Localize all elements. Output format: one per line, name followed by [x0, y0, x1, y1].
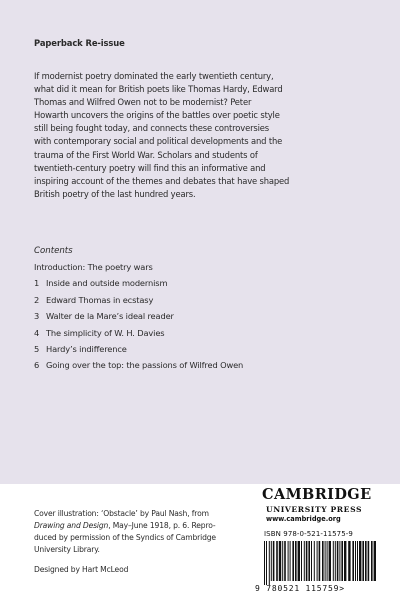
blurb-line: twentieth-century poetry will find this an informative and: [34, 162, 266, 173]
barcode-bar: [335, 541, 336, 581]
barcode-bar: [365, 541, 367, 581]
barcode-bar: [273, 541, 275, 581]
barcode-bar: [279, 541, 281, 581]
chapter-title: The simplicity of W. H. Davies: [46, 327, 165, 338]
credit-line-rest: , May–June 1918, p. 6. Repro-: [108, 521, 216, 530]
blurb-line: trauma of the First World War. Scholars and students of: [34, 149, 258, 160]
barcode-bar: [308, 541, 310, 581]
barcode-bar: [282, 541, 283, 581]
barcode-bar: [368, 541, 370, 581]
designer-credit: Designed by Hart McLeod: [34, 565, 129, 574]
publisher-url: www.cambridge.org: [266, 515, 341, 523]
barcode-bar: [284, 541, 286, 581]
barcode-bar: [271, 541, 272, 581]
toc-chapter: [34, 295, 374, 309]
barcode-bar: [352, 541, 354, 581]
blurb-paragraph: [34, 70, 379, 201]
credit-line: [34, 520, 249, 532]
barcode-bar: [341, 541, 343, 581]
publisher-logo-subtitle: UNIVERSITY PRESS: [266, 505, 363, 514]
blurb-line: still being fought today, and connects these controversies: [34, 123, 269, 134]
barcode-bar: [329, 541, 331, 581]
chapter-title: Going over the top: the passions of Wilfred Owen: [46, 360, 244, 371]
blurb-line: British poetry of the last hundred years.: [34, 188, 196, 199]
barcode-bar: [304, 541, 305, 581]
isbn-label: ISBN 978-0-521-11575-9: [264, 530, 353, 538]
reissue-heading: Paperback Re-issue: [34, 38, 125, 48]
barcode-bar: [264, 541, 265, 585]
blurb-line: Thomas and Wilfred Owen not to be modernist? Peter: [34, 97, 252, 108]
barcode-bar: [276, 541, 278, 581]
publisher-logo-name: CAMBRIDGE: [262, 486, 372, 503]
chapter-number: 1: [34, 278, 40, 289]
chapter-number: 3: [34, 311, 40, 322]
credit-line: Cover illustration: ‘Obstacle’ by Paul Nash, from: [34, 509, 209, 518]
blurb-line: inspiring account of the themes and debates that have shaped: [34, 175, 290, 186]
barcode-bar: [319, 541, 321, 581]
barcode-bar: [339, 541, 340, 581]
barcode-bar: [327, 541, 328, 581]
barcode-bar: [298, 541, 300, 581]
barcode-bar: [359, 541, 361, 581]
barcode-bar: [325, 541, 326, 581]
source-title: Drawing and Design: [34, 521, 109, 530]
barcode-bar: [266, 541, 267, 585]
barcode-bar: [374, 541, 376, 581]
barcode-bar: [355, 541, 356, 581]
blurb-line: with contemporary social and political developments and the: [34, 136, 283, 147]
barcode-bar: [295, 541, 297, 581]
barcode-bar: [362, 541, 364, 581]
chapter-number: 5: [34, 344, 40, 354]
barcode-bar: [344, 541, 346, 581]
toc-chapter: [34, 344, 374, 358]
barcode-number: 9 780521 115759: [255, 584, 340, 593]
blurb-line: Howarth uncovers the origins of the battles over poetic style: [34, 110, 280, 121]
chapter-number: 2: [34, 294, 40, 305]
barcode-digits: [255, 584, 385, 593]
barcode-bar: [292, 541, 294, 581]
barcode-bar: [301, 541, 302, 581]
chapter-title: Inside and outside modernism: [46, 278, 168, 289]
chapter-title: Walter de la Mare’s ideal reader: [46, 311, 174, 322]
barcode-bar: [306, 541, 308, 581]
barcode: [262, 541, 380, 585]
barcode-bar: [333, 541, 334, 581]
barcode-bar: [317, 541, 318, 581]
chapter-title: Edward Thomas in ecstasy: [46, 294, 154, 305]
credit-line: University Library.: [34, 545, 100, 554]
barcode-bar: [314, 541, 315, 581]
toc-chapter: [34, 328, 374, 342]
barcode-bar: [371, 541, 373, 581]
contents-title: Contents: [34, 246, 73, 256]
barcode-quiet-zone-marker: >: [339, 584, 345, 593]
toc-chapter: [34, 278, 374, 292]
blurb-line: what did it mean for British poets like Thomas Hardy, Edward: [34, 84, 283, 95]
cover-illustration-credit: [34, 508, 249, 556]
barcode-bar: [269, 541, 270, 585]
toc-introduction: Introduction: The poetry wars: [34, 262, 153, 272]
chapter-title: Hardy’s indifference: [46, 344, 127, 354]
barcode-bar: [337, 541, 339, 581]
barcode-bar: [288, 541, 289, 581]
barcode-bar: [290, 541, 291, 581]
barcode-bar: [348, 541, 350, 581]
chapter-number: 6: [34, 360, 40, 371]
barcode-bar: [311, 541, 312, 581]
barcode-bar: [357, 541, 358, 581]
toc-chapter: [34, 360, 374, 374]
blurb-line: If modernist poetry dominated the early twentieth century,: [34, 71, 274, 81]
chapter-number: 4: [34, 327, 40, 338]
credit-line: duced by permission of the Syndics of Cambridge: [34, 533, 216, 542]
barcode-bar: [322, 541, 324, 581]
toc-chapter: [34, 311, 374, 325]
